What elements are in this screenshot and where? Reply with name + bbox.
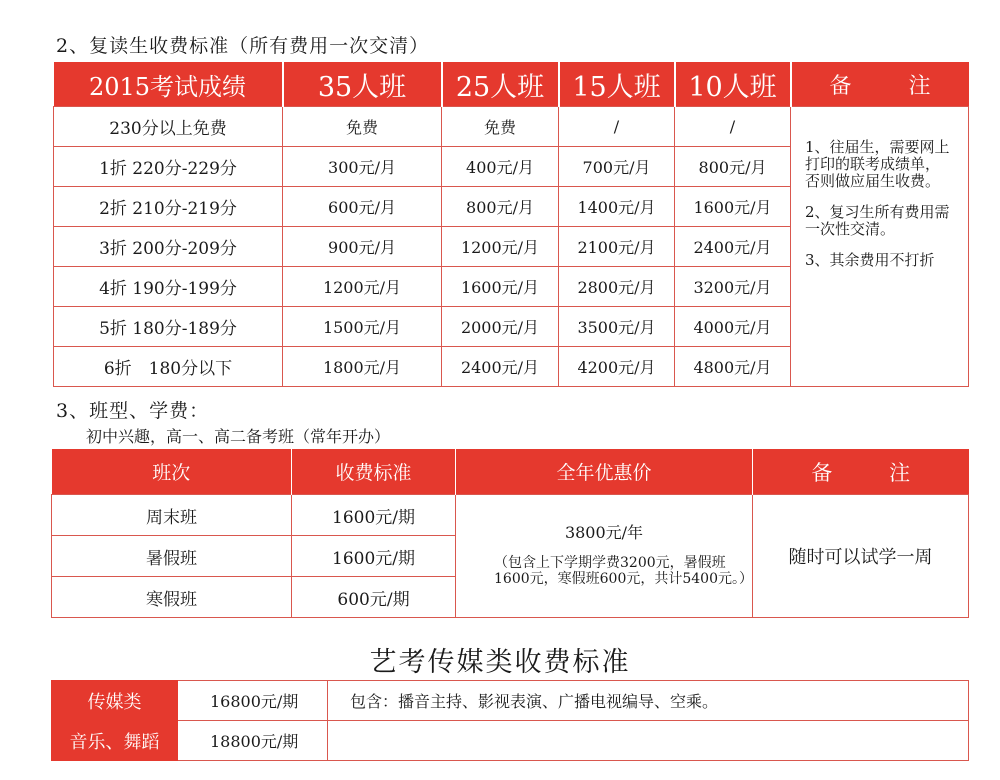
fee-cell: 1600元/期: [292, 495, 456, 536]
header-class-25: 25人班: [442, 62, 559, 107]
table-row: [52, 681, 969, 721]
fee-cell: 700元/月: [559, 147, 675, 187]
score-cell: 230分以上免费: [54, 107, 283, 147]
fee-cell: 2400元/月: [675, 227, 791, 267]
section2-title: 2、复读生收费标准（所有费用一次交清）: [56, 35, 430, 57]
remark-notes: [791, 107, 969, 387]
fee-cell: /: [559, 107, 675, 147]
class-type-fee-table: [51, 449, 969, 618]
table-header-row: [52, 449, 969, 495]
fee-cell: 免费: [283, 107, 442, 147]
note-item: 3、其余费用不打折: [805, 251, 935, 269]
fee-cell: 1400元/月: [559, 187, 675, 227]
score-cell: 6折 180分以下: [54, 347, 283, 387]
category-label: 传媒类: [52, 681, 178, 721]
fee-cell: 18800元/期: [178, 721, 328, 761]
remark-cell: 随时可以试学一周: [753, 495, 969, 618]
class-name-cell: 周末班: [52, 495, 292, 536]
header-class-15: 15人班: [559, 62, 675, 107]
fee-cell: 400元/月: [442, 147, 559, 187]
annual-price: 3800元/年: [564, 523, 644, 542]
fee-cell: 1200元/月: [442, 227, 559, 267]
header-fee: 收费标准: [292, 449, 456, 495]
fee-cell: 800元/月: [675, 147, 791, 187]
header-remark: 备 注: [791, 62, 969, 107]
fee-cell: 900元/月: [283, 227, 442, 267]
header-class: 班次: [52, 449, 292, 495]
fee-cell: 800元/月: [442, 187, 559, 227]
header-annual-discount: 全年优惠价: [456, 449, 753, 495]
fee-cell: 4200元/月: [559, 347, 675, 387]
section3-subtitle: 初中兴趣，高一、高二备考班（常年开办）: [86, 427, 391, 446]
includes-cell: [328, 721, 969, 761]
includes-cell: 包含：播音主持、影视表演、广播电视编导、空乘。: [328, 681, 969, 721]
annual-price-detail: （包含上下学期学费3200元，暑假班1600元，寒假班600元，共计5400元。）: [494, 555, 753, 587]
score-cell: 3折 200分-209分: [54, 227, 283, 267]
fee-cell: 1800元/月: [283, 347, 442, 387]
fee-cell: 600元/月: [283, 187, 442, 227]
score-cell: 4折 190分-199分: [54, 267, 283, 307]
fee-cell: 600元/期: [292, 577, 456, 618]
table-row: [54, 107, 969, 147]
note-item: 1、往届生，需要网上打印的联考成绩单，否则做应届生收费。: [805, 138, 950, 190]
class-name-cell: 寒假班: [52, 577, 292, 618]
fee-cell: 3500元/月: [559, 307, 675, 347]
note-item: 2、复习生所有费用需一次性交清。: [805, 203, 950, 238]
header-score: 2015考试成绩: [54, 62, 283, 107]
score-cell: 1折 220分-229分: [54, 147, 283, 187]
fee-cell: 300元/月: [283, 147, 442, 187]
fee-cell: 3200元/月: [675, 267, 791, 307]
fee-cell: 免费: [442, 107, 559, 147]
header-class-35: 35人班: [283, 62, 442, 107]
art-media-fee-table: [51, 680, 969, 761]
fee-cell: 4800元/月: [675, 347, 791, 387]
header-class-10: 10人班: [675, 62, 791, 107]
fee-cell: 2100元/月: [559, 227, 675, 267]
fee-cell: 1200元/月: [283, 267, 442, 307]
fee-cell: 4000元/月: [675, 307, 791, 347]
header-remark: 备 注: [753, 449, 969, 495]
score-cell: 2折 210分-219分: [54, 187, 283, 227]
fee-cell: 1600元/月: [675, 187, 791, 227]
repeat-student-fee-table: [53, 62, 969, 387]
table-header-row: [54, 62, 969, 107]
section3-title: 3、班型、学费：: [56, 400, 210, 422]
fee-cell: 16800元/期: [178, 681, 328, 721]
fee-cell: 2000元/月: [442, 307, 559, 347]
fee-cell: 2800元/月: [559, 267, 675, 307]
fee-cell: 1500元/月: [283, 307, 442, 347]
annual-discount-cell: [456, 495, 753, 618]
fee-cell: /: [675, 107, 791, 147]
table-row: [52, 495, 969, 536]
table-row: [52, 721, 969, 761]
fee-cell: 2400元/月: [442, 347, 559, 387]
fee-cell: 1600元/月: [442, 267, 559, 307]
class-name-cell: 暑假班: [52, 536, 292, 577]
art-exam-title: 艺考传媒类收费标准: [369, 647, 631, 678]
category-label: 音乐、舞蹈: [52, 721, 178, 761]
score-cell: 5折 180分-189分: [54, 307, 283, 347]
fee-cell: 1600元/期: [292, 536, 456, 577]
